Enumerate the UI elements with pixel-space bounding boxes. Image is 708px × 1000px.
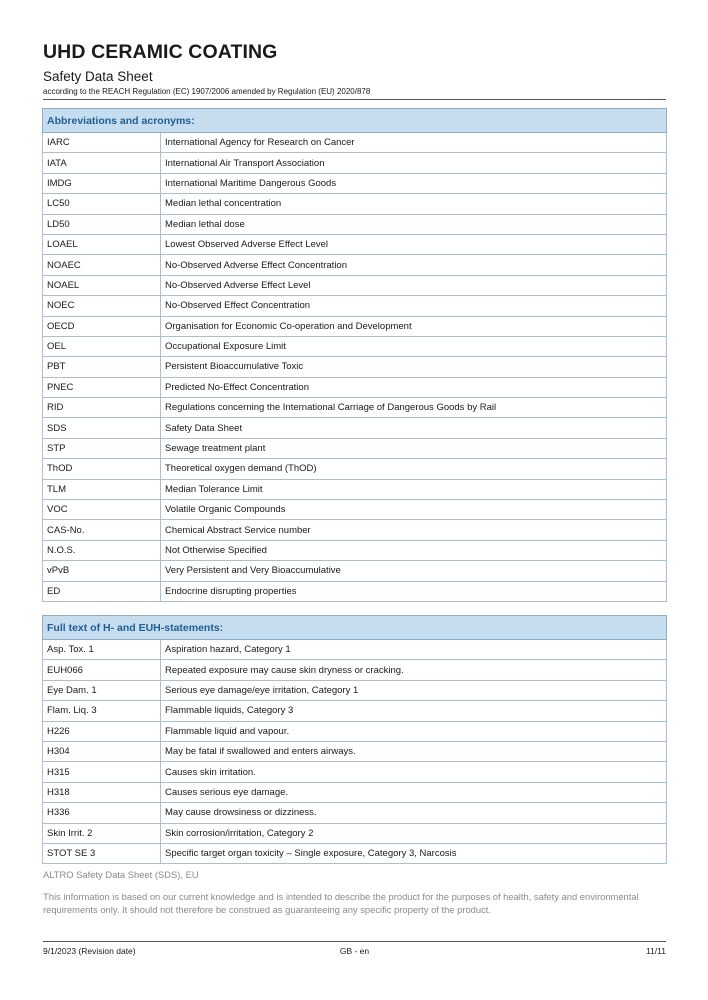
code-cell: LC50: [43, 194, 161, 214]
meaning-cell: Predicted No-Effect Concentration: [161, 377, 667, 397]
meaning-cell: Very Persistent and Very Bioaccumulative: [161, 561, 667, 581]
page-number: 11/11: [645, 946, 666, 956]
meaning-cell: Safety Data Sheet: [161, 418, 667, 438]
code-cell: STOT SE 3: [43, 843, 161, 863]
code-cell: H304: [43, 741, 161, 761]
header-divider: [43, 99, 666, 100]
meaning-cell: May be fatal if swallowed and enters airways.: [161, 741, 667, 761]
code-cell: TLM: [43, 479, 161, 499]
meaning-cell: Not Otherwise Specified: [161, 540, 667, 560]
meaning-cell: Sewage treatment plant: [161, 438, 667, 458]
meaning-cell: Flammable liquids, Category 3: [161, 701, 667, 721]
code-cell: Flam. Liq. 3: [43, 701, 161, 721]
table-row: [43, 479, 667, 499]
table-row: [43, 438, 667, 458]
meaning-cell: No-Observed Adverse Effect Concentration: [161, 255, 667, 275]
code-cell: NOAEC: [43, 255, 161, 275]
table-row: [43, 561, 667, 581]
code-cell: LD50: [43, 214, 161, 234]
code-cell: Eye Dam. 1: [43, 680, 161, 700]
meaning-cell: Theoretical oxygen demand (ThOD): [161, 459, 667, 479]
meaning-cell: Median lethal concentration: [161, 194, 667, 214]
table-row: [43, 540, 667, 560]
abbreviations-body: [43, 133, 667, 602]
table-row: [43, 762, 667, 782]
meaning-cell: Persistent Bioaccumulative Toxic: [161, 357, 667, 377]
code-cell: NOAEL: [43, 275, 161, 295]
table-row: [43, 782, 667, 802]
code-cell: CAS-No.: [43, 520, 161, 540]
code-cell: OEL: [43, 336, 161, 356]
code-cell: LOAEL: [43, 234, 161, 254]
source-note: ALTRO Safety Data Sheet (SDS), EU: [43, 869, 199, 880]
meaning-cell: Endocrine disrupting properties: [161, 581, 667, 601]
table-row: [43, 843, 667, 863]
code-cell: RID: [43, 398, 161, 418]
meaning-cell: Causes serious eye damage.: [161, 782, 667, 802]
table-row: [43, 275, 667, 295]
code-cell: H336: [43, 803, 161, 823]
table-row: [43, 741, 667, 761]
code-cell: vPvB: [43, 561, 161, 581]
abbreviations-table: [42, 108, 667, 602]
meaning-cell: Occupational Exposure Limit: [161, 336, 667, 356]
statements-body: [43, 640, 667, 864]
table-row: [43, 701, 667, 721]
table-row: [43, 316, 667, 336]
code-cell: EUH066: [43, 660, 161, 680]
table-row: [43, 581, 667, 601]
meaning-cell: International Agency for Research on Cancer: [161, 133, 667, 153]
meaning-cell: No-Observed Effect Concentration: [161, 296, 667, 316]
meaning-cell: Causes skin irritation.: [161, 762, 667, 782]
meaning-cell: Serious eye damage/eye irritation, Category 1: [161, 680, 667, 700]
revision-date: 9/1/2023 (Revision date): [43, 946, 136, 956]
meaning-cell: Regulations concerning the International Carriage of Dangerous Goods by Rail: [161, 398, 667, 418]
table-row: [43, 377, 667, 397]
meaning-cell: Median Tolerance Limit: [161, 479, 667, 499]
table-row: [43, 721, 667, 741]
document-title: UHD CERAMIC COATING: [43, 41, 278, 63]
document-subtitle: Safety Data Sheet: [43, 69, 153, 84]
page-footer: [43, 946, 666, 958]
table-row: [43, 214, 667, 234]
table-row: [43, 357, 667, 377]
table-row: [43, 398, 667, 418]
meaning-cell: Volatile Organic Compounds: [161, 500, 667, 520]
table-row: [43, 173, 667, 193]
code-cell: NOEC: [43, 296, 161, 316]
meaning-cell: Lowest Observed Adverse Effect Level: [161, 234, 667, 254]
table-row: [43, 823, 667, 843]
table-row: [43, 640, 667, 660]
meaning-cell: International Maritime Dangerous Goods: [161, 173, 667, 193]
table-row: [43, 680, 667, 700]
meaning-cell: Specific target organ toxicity – Single exposure, Category 3, Narcosis: [161, 843, 667, 863]
code-cell: IARC: [43, 133, 161, 153]
code-cell: OECD: [43, 316, 161, 336]
code-cell: ED: [43, 581, 161, 601]
table-row: [43, 660, 667, 680]
disclaimer-note: This information is based on our current knowledge and is intended to describe the product for the purposes of health, safety and environmental requirements only. It should not therefore be construed as guaranteeing any specific property of the product.: [43, 891, 639, 915]
table-row: [43, 255, 667, 275]
statements-table: [42, 615, 667, 864]
code-cell: PBT: [43, 357, 161, 377]
meaning-cell: Flammable liquid and vapour.: [161, 721, 667, 741]
table-row: [43, 194, 667, 214]
code-cell: H226: [43, 721, 161, 741]
meaning-cell: Aspiration hazard, Category 1: [161, 640, 667, 660]
code-cell: N.O.S.: [43, 540, 161, 560]
table-row: [43, 153, 667, 173]
meaning-cell: May cause drowsiness or dizziness.: [161, 803, 667, 823]
table-row: [43, 500, 667, 520]
table-row: [43, 234, 667, 254]
table-row: [43, 803, 667, 823]
meaning-cell: International Air Transport Association: [161, 153, 667, 173]
language-code: GB - en: [339, 946, 370, 956]
code-cell: Skin Irrit. 2: [43, 823, 161, 843]
table-row: [43, 520, 667, 540]
regulation-reference: according to the REACH Regulation (EC) 1907/2006 amended by Regulation (EU) 2020/878: [43, 87, 371, 96]
meaning-cell: Organisation for Economic Co-operation and Development: [161, 316, 667, 336]
code-cell: H315: [43, 762, 161, 782]
abbreviations-heading: Abbreviations and acronyms:: [43, 109, 667, 133]
meaning-cell: Median lethal dose: [161, 214, 667, 234]
code-cell: PNEC: [43, 377, 161, 397]
meaning-cell: No-Observed Adverse Effect Level: [161, 275, 667, 295]
meaning-cell: Skin corrosion/irritation, Category 2: [161, 823, 667, 843]
meaning-cell: Repeated exposure may cause skin dryness or cracking.: [161, 660, 667, 680]
table-row: [43, 418, 667, 438]
table-header-row: [43, 616, 667, 640]
table-header-row: [43, 109, 667, 133]
code-cell: IATA: [43, 153, 161, 173]
code-cell: IMDG: [43, 173, 161, 193]
footer-divider: [43, 941, 666, 942]
code-cell: VOC: [43, 500, 161, 520]
table-row: [43, 296, 667, 316]
statements-heading: Full text of H- and EUH-statements:: [43, 616, 667, 640]
document-header: [43, 40, 666, 97]
code-cell: Asp. Tox. 1: [43, 640, 161, 660]
table-row: [43, 336, 667, 356]
meaning-cell: Chemical Abstract Service number: [161, 520, 667, 540]
code-cell: ThOD: [43, 459, 161, 479]
code-cell: SDS: [43, 418, 161, 438]
code-cell: STP: [43, 438, 161, 458]
table-row: [43, 133, 667, 153]
code-cell: H318: [43, 782, 161, 802]
table-row: [43, 459, 667, 479]
